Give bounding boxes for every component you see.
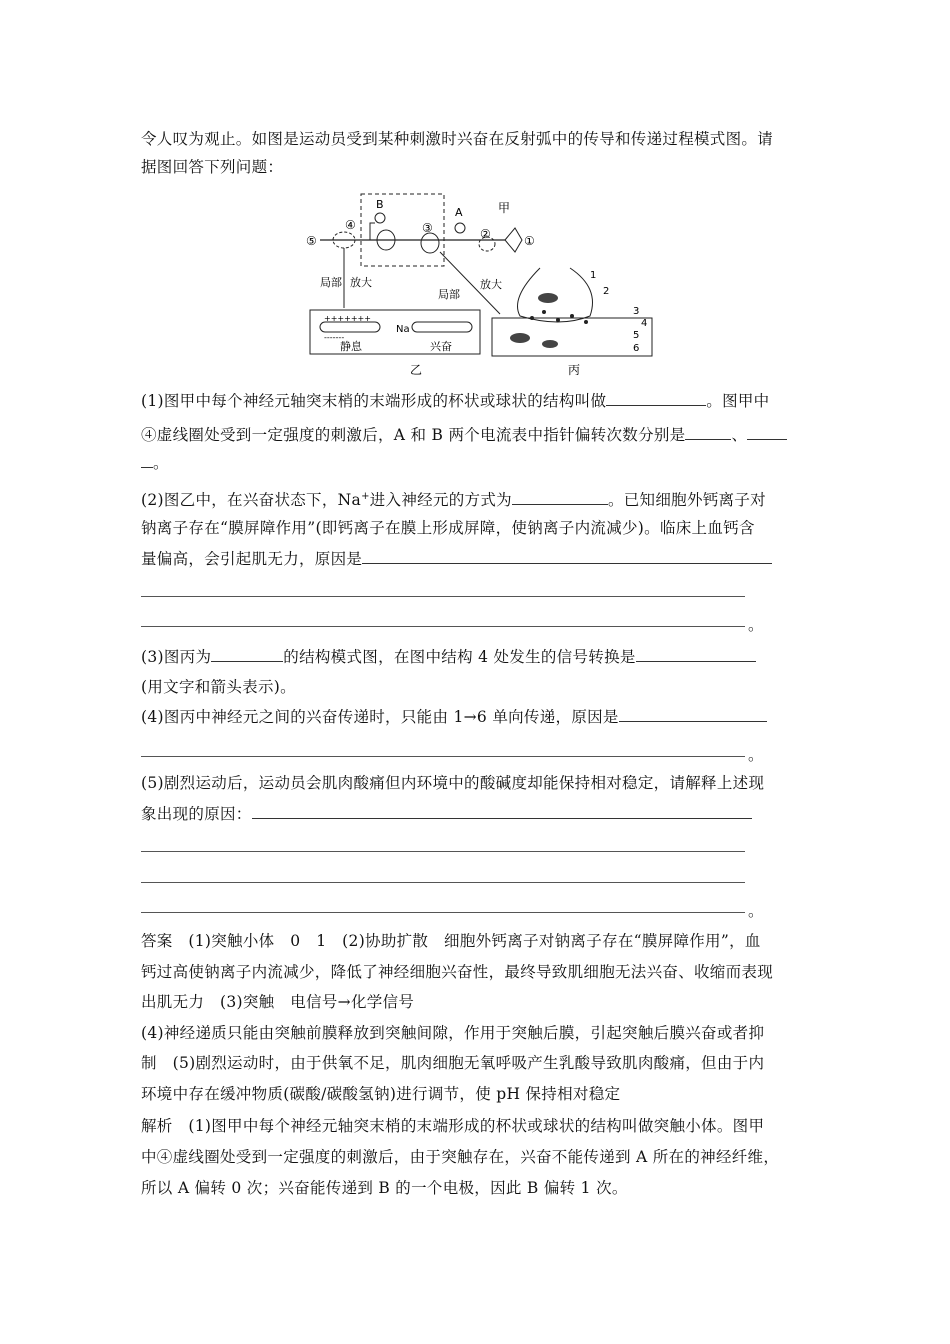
q1-text-a: (1)图甲中每个神经元轴突末梢的末端形成的杯状或球状的结构叫做 (141, 392, 607, 410)
answer-line-1: 答案 (1)突触小体 0 1 (2)协助扩散 细胞外钙离子对钠离子存在“膜屏障作用”，血 (141, 932, 761, 950)
label-A: A (455, 206, 463, 219)
struct-4: 4 (641, 318, 648, 329)
q2-blank-2[interactable] (362, 549, 772, 564)
q2-text-d: 量偏高，会引起肌无力，原因是 (141, 550, 363, 568)
q1-line-3 (141, 452, 169, 474)
minus-row: ------- (324, 333, 345, 342)
label-3: ③ (422, 221, 433, 235)
q3-text-a: (3)图丙为 (141, 648, 212, 666)
meter-A (455, 223, 465, 233)
label-1: ① (524, 234, 535, 248)
q4-answer-line[interactable] (141, 756, 745, 757)
struct-2: 2 (603, 286, 610, 297)
q5-text: 象出现的原因： (141, 805, 252, 823)
label-5: ⑤ (306, 234, 317, 248)
q1-text-d: 、 (731, 426, 748, 444)
q2-text-a: (2)图乙中，在兴奋状态下，Na (141, 491, 362, 510)
q2-end: 。 (748, 616, 764, 634)
analysis-line-3: 所以 A 偏转 0 次；兴奋能传递到 B 的一个电极，因此 B 偏转 1 次。 (141, 1179, 628, 1197)
synapse-3 (421, 233, 439, 253)
label-yi: 乙 (410, 363, 423, 377)
label-na: Na (396, 324, 410, 335)
q3-line-1 (141, 646, 756, 668)
q1-text-e: 。 (153, 454, 169, 472)
answer-line-2: 钙过高使钠离子内流减少，降低了神经细胞兴奋性，最终导致肌细胞无法兴奋、收缩而表现 (141, 963, 774, 981)
q1-line-1 (141, 390, 769, 412)
q2-blank-1[interactable] (512, 490, 608, 505)
q1-blank-2[interactable] (685, 425, 731, 440)
label-enlarge-2: 放大 (480, 278, 502, 291)
label-enlarge: 放大 (350, 276, 372, 289)
q3-line-2: (用文字和箭头表示)。 (141, 678, 296, 696)
receptor (505, 228, 522, 252)
label-2: ② (480, 227, 491, 241)
struct-6: 6 (633, 343, 640, 354)
struct-5: 5 (633, 330, 640, 341)
q2-text-b: 进入神经元的方式为 (369, 491, 512, 510)
q4-blank-1[interactable] (619, 707, 767, 722)
q2-answer-line-2[interactable] (141, 626, 745, 627)
label-rest: 静息 (340, 340, 362, 353)
q2-line-3 (141, 548, 772, 570)
q5-blank-1[interactable] (252, 804, 752, 819)
struct-3: 3 (633, 306, 640, 317)
q5-line-2 (141, 803, 752, 825)
q3-blank-2[interactable] (636, 647, 756, 662)
q5-end: 。 (748, 902, 764, 920)
q5-answer-line-1[interactable] (141, 851, 745, 852)
intro-line-1: 令人叹为观止。如图是运动员受到某种刺激时兴奋在反射弧中的传导和传递过程模式图。请 (141, 130, 774, 148)
reflex-arc-figure (300, 188, 660, 378)
q2-sup: + (361, 491, 370, 502)
plus-row: +++++++ (324, 314, 371, 323)
answer-line-5: 制 (5)剧烈运动时，由于供氧不足，肌肉细胞无氧呼吸产生乳酸导致肌肉酸痛，但由于内 (141, 1054, 765, 1072)
label-local: 局部 (320, 276, 342, 289)
q1-blank-1[interactable] (606, 391, 706, 406)
q3-text-b: 的结构模式图，在图中结构 4 处发生的信号转换是 (283, 648, 636, 666)
q1-text-b: 。图甲中 (706, 392, 770, 410)
intro-line-2: 据图回答下列问题： (141, 158, 284, 176)
label-local-2: 局部 (438, 288, 460, 301)
label-jia: 甲 (498, 201, 511, 215)
label-B: B (376, 198, 384, 211)
label-4: ④ (345, 218, 356, 232)
label-bing: 丙 (568, 363, 581, 377)
q2-line-1 (141, 486, 766, 511)
q4-line-1 (141, 706, 767, 728)
q5-answer-line-3[interactable] (141, 912, 745, 913)
q1-text-c: ④虚线圈处受到一定强度的刺激后，A 和 B 两个电流表中指针偏转次数分别是 (141, 426, 686, 444)
q5-answer-line-2[interactable] (141, 882, 745, 883)
q4-text: (4)图丙中神经元之间的兴奋传递时，只能由 1→6 单向传递，原因是 (141, 708, 619, 726)
q5-line-1: (5)剧烈运动后，运动员会肌肉酸痛但内环境中的酸碱度却能保持相对稳定，请解释上述现 (141, 774, 765, 792)
analysis-line-2: 中④虚线圈处受到一定强度的刺激后，由于突触存在，兴奋不能传递到 A 所在的神经纤维， (141, 1148, 780, 1166)
q3-blank-1[interactable] (211, 647, 283, 662)
analysis-line-1: 解析 (1)图甲中每个神经元轴突末梢的末端形成的杯状或球状的结构叫做突触小体。图甲 (141, 1117, 765, 1135)
q1-blank-3b[interactable] (141, 453, 153, 468)
q2-text-c: 。已知细胞外钙离子对 (607, 491, 766, 510)
q2-line-2: 钠离子存在“膜屏障作用”(即钙离子在膜上形成屏障，使钠离子内流减少)。临床上血钙含 (141, 519, 755, 537)
answer-line-6: 环境中存在缓冲物质(碳酸/碳酸氢钠)进行调节，使 pH 保持相对稳定 (141, 1085, 621, 1103)
meter-B (375, 213, 385, 223)
q1-blank-3[interactable] (747, 425, 787, 440)
answer-line-4: (4)神经递质只能由突触前膜释放到突触间隙，作用于突触后膜，引起突触后膜兴奋或者抑 (141, 1024, 765, 1042)
q2-answer-line-1[interactable] (141, 596, 745, 597)
struct-1: 1 (590, 270, 597, 281)
answer-line-3: 出肌无力 (3)突触 电信号→化学信号 (141, 993, 415, 1011)
q1-line-2 (141, 424, 787, 446)
q4-end: 。 (748, 746, 764, 764)
label-excite: 兴奋 (430, 340, 452, 353)
